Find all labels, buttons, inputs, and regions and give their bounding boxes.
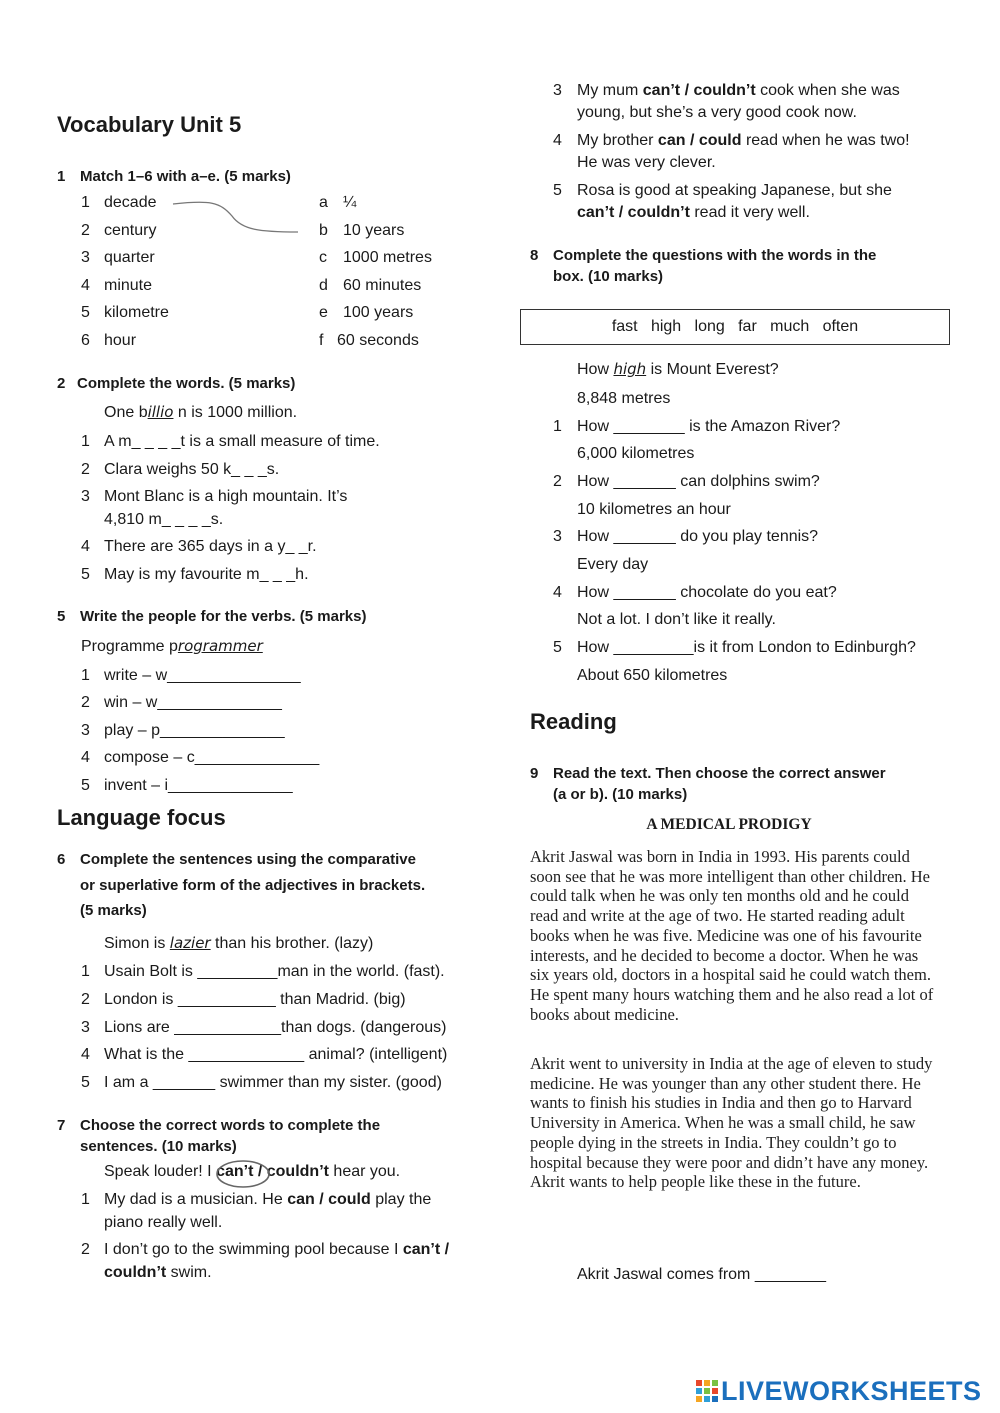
ex6-item[interactable]: Usain Bolt is _________man in the world. (fast).: [104, 963, 445, 980]
section-title-language: Language focus: [57, 805, 226, 830]
section-title-reading: Reading: [530, 709, 617, 734]
ex7-item-text: play the: [370, 1191, 432, 1208]
ex8-question[interactable]: How _______ can dolphins swim?: [577, 473, 820, 490]
ex8-question[interactable]: How _______ do you play tennis?: [577, 528, 819, 545]
reading-paragraph-1: Akrit Jaswal was born in India in 1993. His parents could soon see that he was more intelligent than other children. He could talk when he was only ten months old and he could read and write at the age of two. He started reading adult books when he was five. Medicine was one of his favourite interests, and he decided to become a doctor. When he was six years old, doctors in a hospital said he could watch them. He spent many hours watching them and he also read a lot of books about medicine.: [530, 847, 934, 1024]
ex8-num: 2: [553, 473, 562, 490]
ex2-item[interactable]: May is my favourite m_ _ _h.: [104, 566, 309, 583]
ex7-item-2-cont[interactable]: [104, 1264, 212, 1282]
ex9-question[interactable]: Akrit Jaswal comes from ________: [577, 1266, 826, 1283]
ex1-right-value: ¼: [343, 194, 357, 211]
match-line[interactable]: [170, 198, 305, 238]
ex8-question[interactable]: How _______ chocolate do you eat?: [577, 584, 837, 601]
ex7-example-text-end: hear you.: [328, 1163, 401, 1180]
ex6-heading: Complete the sentences using the comparative: [80, 851, 416, 868]
ex7-example-text: Speak louder! I: [104, 1163, 217, 1180]
ex8-heading-l2: box. (10 marks): [553, 268, 664, 285]
ex2-num: 3: [81, 488, 90, 505]
ex6-example: [104, 934, 373, 953]
ex5-num: 5: [81, 777, 90, 794]
ex2-item[interactable]: Clara weighs 50 k_ _ _s.: [104, 461, 280, 478]
ex8-question[interactable]: How ________ is the Amazon River?: [577, 418, 841, 435]
ex1-right-value: 1000 metres: [343, 249, 432, 266]
ex5-item[interactable]: play – p______________: [104, 722, 285, 739]
ex1-right-letter: d: [319, 277, 328, 294]
ex8-num: 4: [553, 584, 562, 601]
ex6-heading-l3: (5 marks): [80, 902, 147, 919]
ex8-answer: Every day: [577, 556, 649, 573]
ex6-num: 3: [81, 1019, 90, 1036]
ex7-item-text: read it very well.: [689, 204, 810, 221]
ex8-example-text-end: is Mount Everest?: [646, 361, 779, 378]
ex9-heading-l2: (a or b). (10 marks): [553, 786, 688, 803]
ex7-item-text: My dad is a musician. He: [104, 1191, 288, 1208]
ex5-heading: Write the people for the verbs. (5 marks): [80, 608, 367, 625]
ex7-num: 5: [553, 182, 562, 199]
ex6-num: 1: [81, 963, 90, 980]
ex1-left-word: minute: [104, 277, 153, 294]
ex8-example-text: How: [577, 361, 614, 378]
ex8-answer: Not a lot. I don’t like it really.: [577, 611, 776, 628]
ex2-item-cont[interactable]: 4,810 m_ _ _ _s.: [104, 511, 224, 528]
ex2-example-answer: illio: [147, 403, 174, 421]
ex7-choice[interactable]: can’t /: [402, 1241, 450, 1258]
ex2-num: 2: [81, 461, 90, 478]
ex1-right-letter: f: [319, 332, 324, 349]
ex7-item-text: swim.: [166, 1264, 212, 1281]
ex1-left-num: 5: [81, 304, 90, 321]
ex8-heading: Complete the questions with the words in the: [553, 247, 877, 264]
ex6-item[interactable]: Lions are ____________than dogs. (dangerous): [104, 1019, 447, 1036]
word-box: [520, 309, 950, 345]
ex8-question[interactable]: How _________is it from London to Edinburgh?: [577, 639, 916, 656]
ex5-example: [81, 637, 263, 656]
word-box-words: fast high long far much often: [611, 318, 859, 335]
ex1-left-word: century: [104, 222, 157, 239]
ex6-example-text: Simon is: [104, 935, 170, 952]
ex8-answer: 6,000 kilometres: [577, 445, 695, 462]
liveworksheets-icon: [696, 1380, 718, 1402]
ex8-example-answer: high: [613, 360, 647, 378]
ex6-heading-l2: or superlative form of the adjectives in brackets.: [80, 877, 426, 894]
liveworksheets-logo[interactable]: [696, 1376, 982, 1407]
ex7-choice[interactable]: couldn’t: [104, 1264, 167, 1281]
ex5-example-answer: rogrammer: [177, 637, 263, 655]
ex7-item-text: My brother: [577, 132, 658, 149]
ex7-num: 1: [81, 1191, 90, 1208]
ex1-right-value: 60 minutes: [343, 277, 422, 294]
ex6-item[interactable]: What is the _____________ animal? (intelligent): [104, 1046, 448, 1063]
ex7-item-3[interactable]: [577, 82, 900, 100]
ex7-item-text: read when he was two!: [741, 132, 910, 149]
ex2-example: [104, 403, 297, 422]
ex7-item-2[interactable]: [104, 1241, 449, 1259]
ex2-num: 4: [81, 538, 90, 555]
ex5-example-text: Programme p: [81, 638, 178, 655]
ex1-left-word: decade: [104, 194, 157, 211]
ex7-choice[interactable]: can’t / couldn’t: [577, 204, 690, 221]
ex6-item[interactable]: I am a _______ swimmer than my sister. (good): [104, 1074, 442, 1091]
ex8-num: 3: [553, 528, 562, 545]
ex1-right-letter: a: [319, 194, 328, 211]
ex7-item-4[interactable]: [577, 132, 910, 150]
ex7-choice[interactable]: can / could: [287, 1191, 371, 1208]
ex1-right-letter: c: [319, 249, 327, 266]
ex7-item-1[interactable]: [104, 1191, 431, 1209]
ex6-number: 6: [57, 851, 66, 868]
ex1-right-value: 10 years: [343, 222, 405, 239]
ex2-item: Mont Blanc is a high mountain. It’s: [104, 488, 348, 505]
ex8-num: 1: [553, 418, 562, 435]
ex8-example-answer-line: 8,848 metres: [577, 390, 671, 407]
ex8-example: [577, 360, 779, 379]
ex1-left-num: 2: [81, 222, 90, 239]
ex8-number: 8: [530, 247, 539, 264]
ex2-item[interactable]: A m_ _ _ _t is a small measure of time.: [104, 433, 380, 450]
ex5-item[interactable]: compose – c______________: [104, 749, 320, 766]
ex1-left-num: 3: [81, 249, 90, 266]
ex8-num: 5: [553, 639, 562, 656]
ex1-left-num: 4: [81, 277, 90, 294]
ex7-example-choice: / couldn’t: [253, 1163, 329, 1180]
ex5-num: 4: [81, 749, 90, 766]
ex6-example-text-end: than his brother. (lazy): [210, 935, 374, 952]
reading-paragraph-2: Akrit went to university in India at the age of eleven to study medicine. He was younger than any other student there. He wants to finish his studies in India and then go to Harvard University in America. When he was a small child, he saw people dying in the streets in India. They couldn’t go to hospital because they were poor and didn’t have any money. Akrit wants to help people like these in the future.: [530, 1054, 933, 1192]
ex7-heading-l2: sentences. (10 marks): [80, 1138, 237, 1155]
ex5-item[interactable]: write – w_______________: [104, 667, 301, 684]
ex7-item-5-cont[interactable]: [577, 204, 810, 222]
ex9-number: 9: [530, 765, 539, 782]
ex7-choice[interactable]: can / could: [657, 132, 742, 149]
ex1-number: 1: [57, 168, 66, 185]
ex6-num: 2: [81, 991, 90, 1008]
ex2-num: 5: [81, 566, 90, 583]
ex1-right-value: 60 seconds: [337, 332, 419, 349]
ex2-item[interactable]: There are 365 days in a y_ _r.: [104, 538, 317, 555]
ex7-example-choice-circled: can’t: [216, 1163, 254, 1180]
ex5-item[interactable]: invent – i______________: [104, 777, 293, 794]
ex7-item-text: My mum: [577, 82, 643, 99]
ex5-num: 3: [81, 722, 90, 739]
ex2-example-text-end: n is 1000 million.: [173, 404, 298, 421]
ex2-example-text: One b: [104, 404, 148, 421]
ex7-item-1-cont: piano really well.: [104, 1214, 223, 1231]
ex1-right-letter: e: [319, 304, 328, 321]
ex1-left-num: 1: [81, 194, 90, 211]
ex5-item[interactable]: win – w______________: [104, 694, 282, 711]
ex7-num: 4: [553, 132, 562, 149]
ex7-item-text: I don’t go to the swimming pool because I: [104, 1241, 403, 1258]
ex2-num: 1: [81, 433, 90, 450]
ex5-num: 2: [81, 694, 90, 711]
ex1-right-letter: b: [319, 222, 328, 239]
ex8-answer: About 650 kilometres: [577, 667, 728, 684]
ex1-left-num: 6: [81, 332, 90, 349]
ex7-num: 2: [81, 1241, 90, 1258]
ex1-heading: Match 1–6 with a–e. (5 marks): [80, 168, 291, 185]
ex2-number: 2: [57, 375, 66, 392]
ex6-num: 4: [81, 1046, 90, 1063]
ex1-left-word: quarter: [104, 249, 155, 266]
ex6-num: 5: [81, 1074, 90, 1091]
liveworksheets-logo-text: LIVEWORKSHEETS: [721, 1376, 982, 1406]
ex7-item-3-cont: young, but she’s a very good cook now.: [577, 104, 857, 121]
ex7-item-5: Rosa is good at speaking Japanese, but she: [577, 182, 892, 199]
ex7-num: 3: [553, 82, 562, 99]
ex7-item-4-cont: He was very clever.: [577, 154, 716, 171]
ex1-right-value: 100 years: [343, 304, 414, 321]
ex6-example-answer: lazier: [169, 934, 211, 952]
ex7-choice[interactable]: can’t / couldn’t: [642, 82, 756, 99]
answer-circle: [214, 1158, 272, 1190]
ex5-number: 5: [57, 608, 66, 625]
ex8-answer: 10 kilometres an hour: [577, 501, 731, 518]
ex2-heading: Complete the words. (5 marks): [77, 375, 296, 392]
ex5-num: 1: [81, 667, 90, 684]
ex7-number: 7: [57, 1117, 66, 1134]
page-title: Vocabulary Unit 5: [57, 112, 242, 137]
reading-text-title: A MEDICAL PRODIGY: [646, 816, 812, 833]
ex1-left-word: kilometre: [104, 304, 169, 321]
ex1-left-word: hour: [104, 332, 137, 349]
ex7-heading: Choose the correct words to complete the: [80, 1117, 381, 1134]
ex7-item-text: cook when she was: [755, 82, 900, 99]
ex6-item[interactable]: London is ___________ than Madrid. (big): [104, 991, 406, 1008]
ex9-heading: Read the text. Then choose the correct answer: [553, 765, 886, 782]
